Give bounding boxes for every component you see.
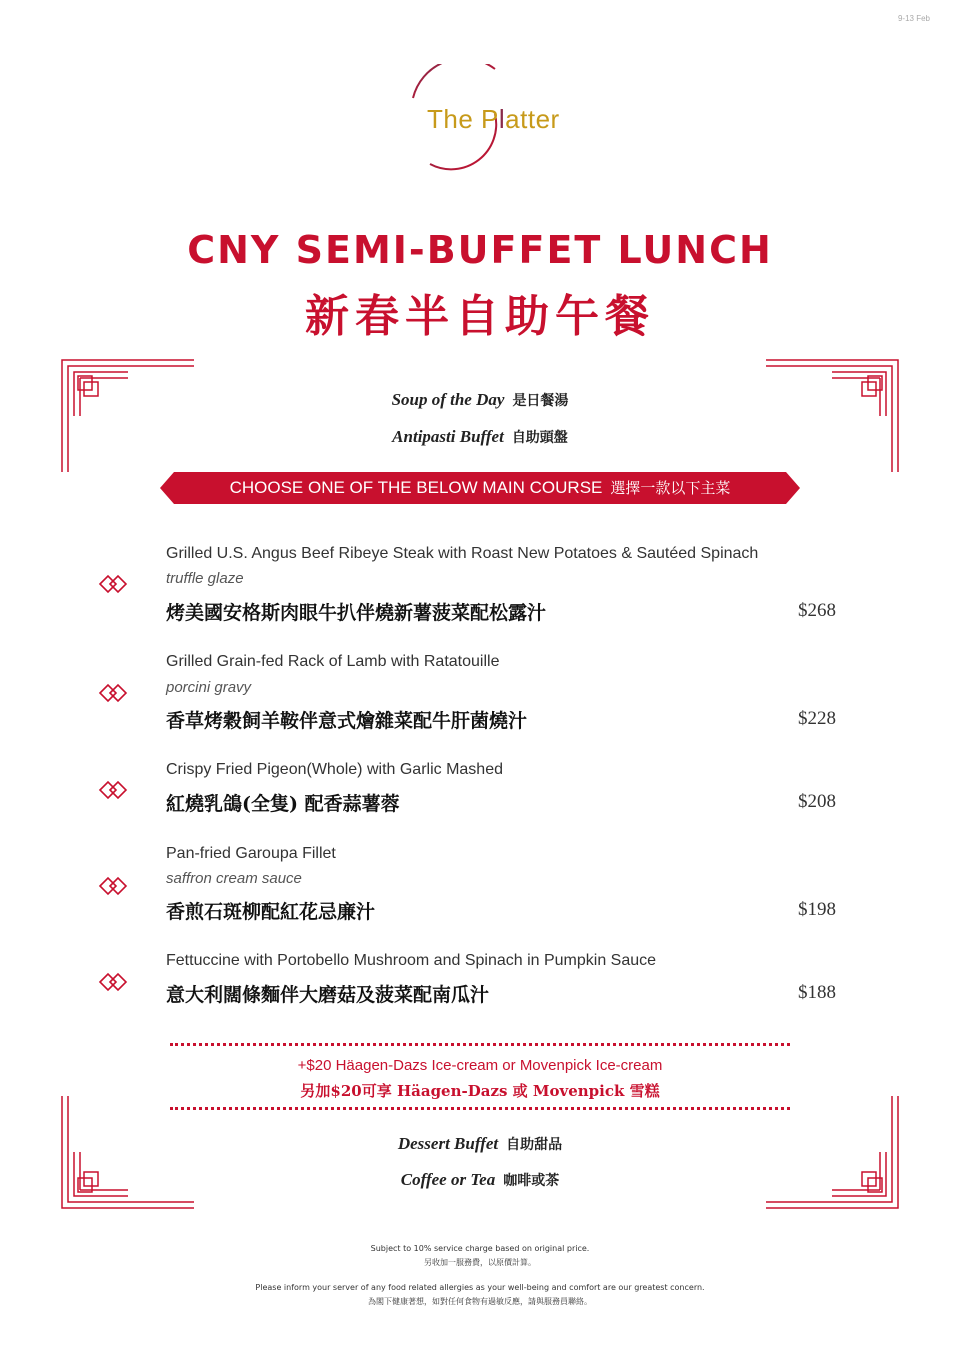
logo-text: The Platter	[427, 104, 560, 134]
main-1-name-zh: 烤美國安格斯肉眼牛扒伴燒新薯菠菜配松露汁	[166, 602, 547, 624]
service-charge-note-zh: 另收加一服務費，以原價計算。	[424, 1258, 536, 1267]
diamond-bullet-icon	[98, 574, 130, 594]
main-4-sauce: saffron cream sauce	[166, 870, 302, 887]
dotted-divider	[170, 1043, 790, 1046]
dessert-buffet: Dessert Buffet 自助甜品	[397, 1134, 563, 1153]
main-5-price: $188	[798, 982, 836, 1003]
addon-text-en: +$20 Häagen-Dazs Ice-cream or Movenpick Ice-cream	[297, 1057, 663, 1074]
allergy-note-en: Please inform your server of any food related allergies as your well-being and comfort are our greatest concern.	[255, 1283, 705, 1292]
main-1-name-en: Grilled U.S. Angus Beef Ribeye Steak with Roast New Potatoes & Sautéed Spinach	[166, 545, 759, 562]
main-2-price: $228	[798, 708, 836, 729]
service-charge-note-en: Subject to 10% service charge based on original price.	[370, 1244, 590, 1253]
main-3-name-zh: 紅燒乳鴿(全隻) 配香蒜薯蓉	[166, 793, 400, 815]
page-title-en: CNY SEMI-BUFFET LUNCH	[187, 228, 773, 272]
allergy-note-zh: 為閣下健康著想，如對任何食物有過敏反應，請與服務員聯絡。	[368, 1297, 592, 1306]
logo	[405, 64, 565, 174]
corner-ornament-top-left-icon	[58, 356, 198, 476]
main-3-price: $208	[798, 791, 836, 812]
main-5-name-en: Fettuccine with Portobello Mushroom and Spinach in Pumpkin Sauce	[166, 952, 657, 969]
addon-text-zh: 另加$20可享 Häagen-Dazs 或 Movenpick 雪糕	[300, 1082, 660, 1100]
banner-text-zh: 選擇一款以下主菜	[610, 479, 731, 497]
main-5-name-zh: 意大利闊條麵伴大磨菇及菠菜配南瓜汁	[166, 984, 490, 1006]
coffee-or-tea: Coffee or Tea 咖啡或茶	[400, 1170, 560, 1189]
diamond-bullet-icon	[98, 876, 130, 896]
main-1-price: $268	[798, 600, 836, 621]
banner-text-en: CHOOSE ONE OF THE BELOW MAIN COURSE	[229, 478, 603, 497]
main-4-name-zh: 香煎石斑柳配紅花忌廉汁	[166, 901, 376, 923]
main-2-sauce: porcini gravy	[166, 679, 252, 696]
main-course-banner	[160, 472, 800, 504]
main-4-name-en: Pan-fried Garoupa Fillet	[166, 845, 336, 862]
main-1-sauce: truffle glaze	[166, 570, 244, 587]
diamond-bullet-icon	[98, 972, 130, 992]
diamond-bullet-icon	[98, 780, 130, 800]
main-2-name-en: Grilled Grain-fed Rack of Lamb with Ratatouille	[166, 653, 500, 670]
corner-ornament-top-right-icon	[762, 356, 902, 476]
starter-antipasti: Antipasti Buffet 自助頭盤	[392, 427, 568, 446]
page-title-zh: 新春半自助午餐	[305, 291, 655, 342]
main-2-name-zh: 香草烤穀飼羊鞍伴意式燴雜菜配牛肝菌燒汁	[166, 710, 528, 732]
main-4-price: $198	[798, 899, 836, 920]
date-label: 9-13 Feb	[897, 14, 930, 23]
starter-soup: Soup of the Day 是日餐湯	[391, 390, 569, 409]
diamond-bullet-icon	[98, 683, 130, 703]
dotted-divider	[170, 1107, 790, 1110]
main-3-name-en: Crispy Fried Pigeon(Whole) with Garlic Mashed	[166, 761, 503, 778]
